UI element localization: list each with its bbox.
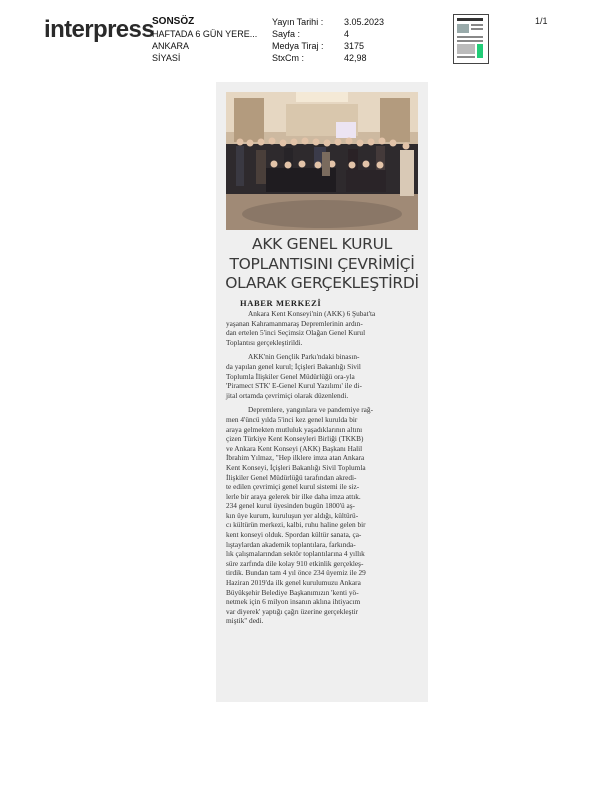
article-line: Toplantısı gerçekleştirildi. [226, 337, 303, 347]
interpress-logo: interpress [44, 16, 155, 43]
field-value: 42,98 [344, 53, 367, 63]
article-line: Haziran 2019'da ilk genel kurulumuzu Ankara [226, 578, 361, 588]
field-label: Sayfa : [272, 29, 301, 39]
headline-line: OLARAK GERÇEKLEŞTİRDİ [225, 274, 419, 292]
article-line: 234 genel kurul üyesinden bugün 1800'ü aş- [226, 501, 355, 511]
article-line: lıştaylardan akademik toplantılara, farkında- [226, 539, 356, 549]
field-value: 3.05.2023 [344, 17, 385, 27]
headline-line: TOPLANTISINI ÇEVRİMİÇİ [229, 254, 415, 273]
article-line: araya gelmekten mutluluk yaşadıklarının altını [226, 424, 363, 434]
article-line: te edilen çevrimiçi genel kurul sistemi ile siz- [226, 482, 360, 492]
publication-frequency: HAFTADA 6 GÜN YERE... [152, 29, 258, 39]
article-line: tirdik. Bundan tam 4 yıl önce 234 üyemiz ile 29 [226, 568, 366, 578]
article-line: İlişkiler Genel Müdürlüğü tarafından akredi- [226, 472, 357, 482]
article-line: lık çalışmalarından sektör toplantılarına 4 yıllık [226, 549, 365, 559]
article-line: ve Ankara Kent Konseyi (AKK) Başkanı Halil [226, 443, 363, 453]
article-line: Büyükşehir Belediye Başkanımızın 'kenti yö- [226, 587, 359, 597]
publication-info [152, 16, 257, 64]
article-line: kent konseyi olduk. Spordan kültür sanata, ça- [226, 530, 362, 540]
headline-line: AKK GENEL KURUL [252, 235, 392, 253]
article-line: Ankara Kent Konseyi'nin (AKK) 6 Şubat'ta [248, 309, 376, 318]
article-line: Toplumla İlişkiler Genel Müdürlüğü ora-yla [226, 371, 355, 381]
article-line: Depremlere, yangınlara ve pandemiye rağ- [248, 405, 373, 415]
article-line: cı kültürün merkezi, kalbi, ruhu haline gelen bir [226, 520, 366, 530]
article-line: jital ortamda çevrimiçi olarak düzenlendi. [226, 390, 349, 400]
article-line: da yapılan genel kurul; İçişleri Bakanlığı Sivil [226, 361, 361, 371]
publication-category: SİYASİ [152, 53, 181, 63]
page-thumbnail[interactable] [453, 14, 489, 64]
field-labels [272, 16, 324, 64]
article-line: AKK'nin Gençlik Parkı'ndaki binasın- [248, 352, 360, 362]
field-value: 4 [344, 29, 350, 39]
article-line: var diyerek' yaptığı çağrı üzerine gerçekleştir [226, 606, 358, 616]
article-line: kın üye kurum, kuruluşun yer aldığı, kültürü- [226, 510, 359, 520]
article-line: 'Piramect STK' E-Genel Kurul Yazılımı' ile di- [226, 381, 362, 391]
field-label: StxCm : [272, 53, 305, 63]
publication-name: SONSÖZ [152, 16, 195, 27]
article-line: men 4'üncü yılda 5'inci kez genel kurulda bir [226, 414, 358, 424]
field-value: 3175 [344, 41, 365, 51]
article-line: dan ertelen 5'inci Seçimsiz Olağan Genel Kurul [226, 328, 366, 338]
article-line: yaşanan Kahramanmaraş Depremlerinin ardın- [226, 318, 363, 328]
article-line: netmek için 6 milyon insanın aklına ihtiyacım [226, 597, 361, 607]
article-line: miştik" dedi. [226, 616, 264, 626]
field-values [344, 16, 384, 64]
article-line: İbrahim Yılmaz, "Hep ilklere imza atan Ankara [226, 453, 365, 463]
article-body [226, 309, 416, 626]
article-line: süre zarfında dile kolay 910 etkinlik gerçekleş- [226, 558, 364, 568]
article-line: lerle bir araya gelerek bir ilke daha imza attık. [226, 491, 361, 501]
group-photo [226, 92, 418, 230]
field-label: Medya Tiraj : [272, 41, 324, 51]
article-line: Kent Konseyi, İçişleri Bakanlığı Sivil Toplumla [226, 462, 366, 472]
article-byline: HABER MERKEZİ [240, 298, 322, 308]
page-indicator: 1/1 [535, 16, 548, 26]
article-line: çizen Türkiye Kent Konseyleri Birliği (TKKB) [226, 434, 364, 444]
article-headline [222, 235, 422, 294]
publication-city: ANKARA [152, 41, 190, 51]
field-label: Yayın Tarihi : [272, 17, 324, 27]
